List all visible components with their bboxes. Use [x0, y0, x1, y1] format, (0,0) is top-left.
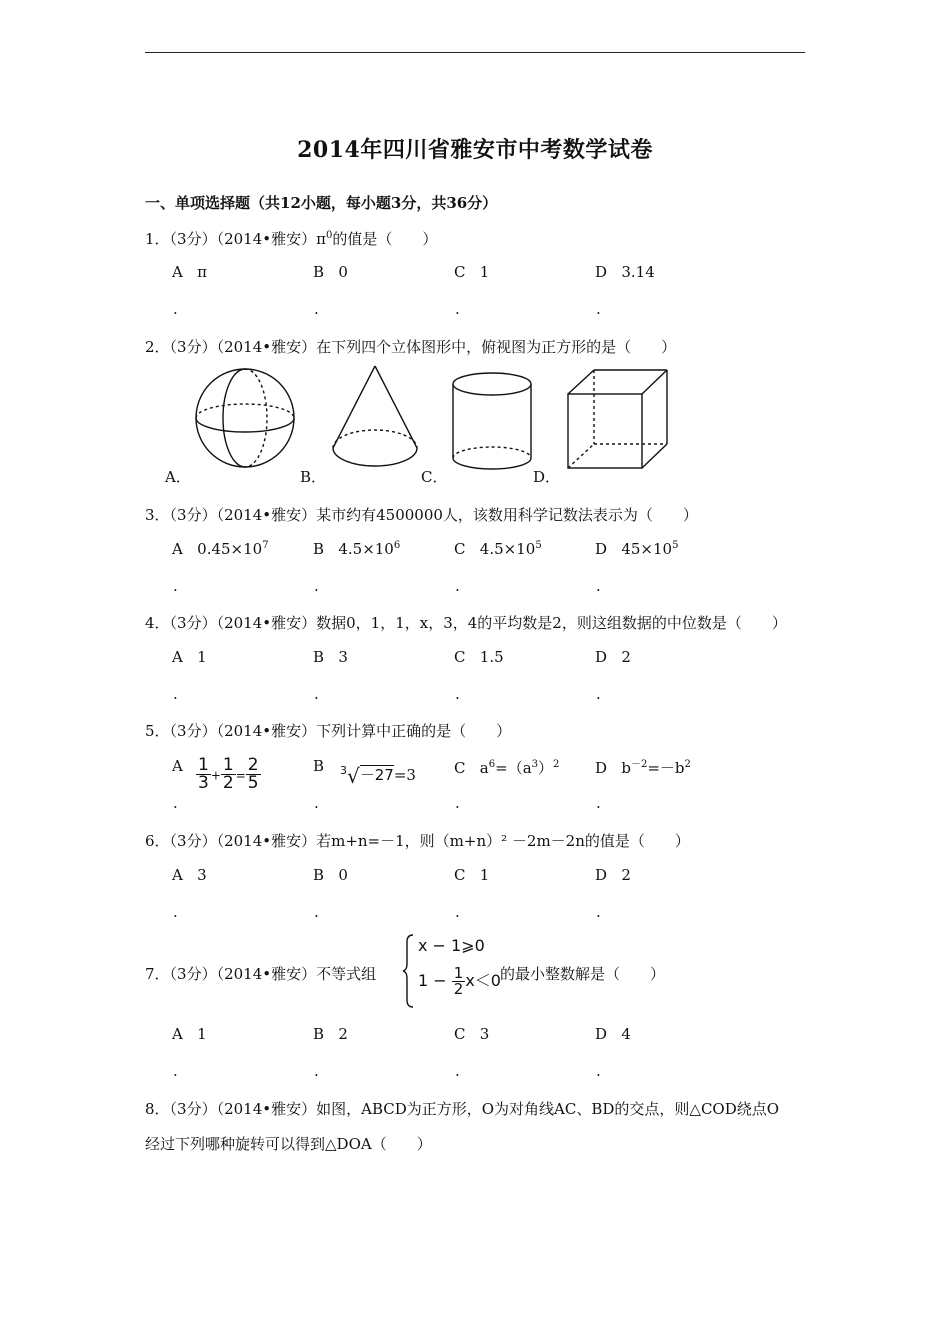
q3-option-a[interactable]: A $0.45\times 10^7$: [172, 540, 269, 558]
q1-option-d[interactable]: D 3.14: [595, 263, 655, 281]
q1-option-c[interactable]: C 1: [454, 263, 490, 281]
q4-option-d[interactable]: D 2: [595, 648, 631, 666]
q5-dot-d: .: [596, 794, 601, 812]
q4-dot-b: .: [314, 685, 319, 703]
question-1-stem: 1．（3分）（2014•雅安）$\pi^0$的值是（ ）: [145, 230, 438, 248]
q5-dot-a: .: [173, 794, 178, 812]
cone-figure[interactable]: [330, 364, 420, 472]
q3-option-c[interactable]: C $4.5\times 10^5$: [454, 540, 542, 558]
figure-label-c: C．: [421, 468, 448, 486]
brace-icon: [403, 934, 415, 1008]
q7-option-a[interactable]: A 1: [172, 1025, 207, 1043]
q7-dot-a: .: [173, 1062, 178, 1080]
q5-option-c[interactable]: C $a^6=(a^3)^2$: [454, 759, 560, 777]
q3-dot-c: .: [455, 577, 460, 595]
inequality-1: x − 1⩾0: [418, 936, 485, 955]
question-8-stem-line2: 经过下列哪种旋转可以得到△DOA（ ）: [145, 1135, 432, 1153]
q5-dot-b: .: [314, 794, 319, 812]
cylinder-figure[interactable]: [451, 372, 533, 472]
q7-option-d[interactable]: D 4: [595, 1025, 631, 1043]
q7-dot-c: .: [455, 1062, 460, 1080]
q6-dot-d: .: [596, 903, 601, 921]
q4-option-c[interactable]: C 1.5: [454, 648, 504, 666]
cube-figure[interactable]: [567, 369, 669, 471]
q7-dot-d: .: [596, 1062, 601, 1080]
q4-dot-d: .: [596, 685, 601, 703]
q4-option-a[interactable]: A 1: [172, 648, 207, 666]
question-7-stem-suffix: 的最小整数解是（ ）: [500, 965, 666, 983]
question-4-stem: 4．（3分）（2014•雅安）数据0，1，1，x，3，4的平均数是2，则这组数据的中位数是（ ）: [145, 614, 787, 632]
q3-option-b[interactable]: B $4.5\times 10^6$: [313, 540, 401, 558]
q3-dot-b: .: [314, 577, 319, 595]
q1-dot-d: .: [596, 300, 601, 318]
q7-option-c[interactable]: C 3: [454, 1025, 490, 1043]
question-5-stem: 5．（3分）（2014•雅安）下列计算中正确的是（ ）: [145, 722, 512, 740]
question-2-stem: 2．（3分）（2014•雅安）在下列四个立体图形中，俯视图为正方形的是（ ）: [145, 338, 677, 356]
q3-dot-d: .: [596, 577, 601, 595]
q6-dot-c: .: [455, 903, 460, 921]
q5-option-b-expr[interactable]: $^3$√－27=3: [340, 764, 416, 788]
section-heading: 一、单项选择题（共12小题，每小题3分，共36分）: [145, 194, 498, 212]
q6-option-c[interactable]: C 1: [454, 866, 490, 884]
question-6-stem: 6．（3分）（2014•雅安）若m+n=－1，则（m+n）² －2m－2n的值是（ ）: [145, 832, 690, 850]
q4-option-b[interactable]: B 3: [313, 648, 348, 666]
q6-option-d[interactable]: D 2: [595, 866, 631, 884]
q5-option-b-letter[interactable]: B: [313, 757, 325, 775]
q1-dot-b: .: [314, 300, 319, 318]
page-title: 2014年四川省雅安市中考数学试卷: [297, 137, 653, 163]
q5-option-a-letter[interactable]: A: [172, 757, 183, 775]
q1-dot-c: .: [455, 300, 460, 318]
q1-dot-a: .: [173, 300, 178, 318]
q1-option-b[interactable]: B 0: [313, 263, 348, 281]
sphere-figure[interactable]: [195, 368, 300, 473]
q7-option-b[interactable]: B 2: [313, 1025, 348, 1043]
q6-option-a[interactable]: A 3: [172, 866, 207, 884]
q1-option-a[interactable]: A π: [172, 263, 208, 281]
q6-option-b[interactable]: B 0: [313, 866, 348, 884]
q4-dot-a: .: [173, 685, 178, 703]
q3-dot-a: .: [173, 577, 178, 595]
q6-dot-a: .: [173, 903, 178, 921]
header-rule: [145, 52, 805, 53]
inequality-2: 1 − $\frac{1}{2}$ x＜0: [418, 964, 501, 998]
q7-dot-b: .: [314, 1062, 319, 1080]
question-3-stem: 3．（3分）（2014•雅安）某市约有4500000人，该数用科学记数法表示为（ ）: [145, 506, 698, 524]
q6-dot-b: .: [314, 903, 319, 921]
figure-label-d: D．: [533, 468, 561, 486]
q3-option-d[interactable]: D $45\times 10^5$: [595, 540, 679, 558]
q4-dot-c: .: [455, 685, 460, 703]
question-8-stem-line1: 8．（3分）（2014•雅安）如图，ABCD为正方形，O为对角线AC、BD的交点，则△COD绕点O: [145, 1100, 780, 1118]
question-7-stem-prefix: 7．（3分）（2014•雅安）不等式组: [145, 965, 377, 983]
figure-label-a: A．: [165, 468, 191, 486]
q5-option-a-expr[interactable]: $\frac{1}{3}$ + $\frac{1}{2}$ = $\frac{2}{5}$: [198, 755, 259, 793]
q5-dot-c: .: [455, 794, 460, 812]
q5-option-d[interactable]: D $b^{-2}=-b^2$: [595, 759, 691, 777]
figure-label-b: B．: [300, 468, 327, 486]
